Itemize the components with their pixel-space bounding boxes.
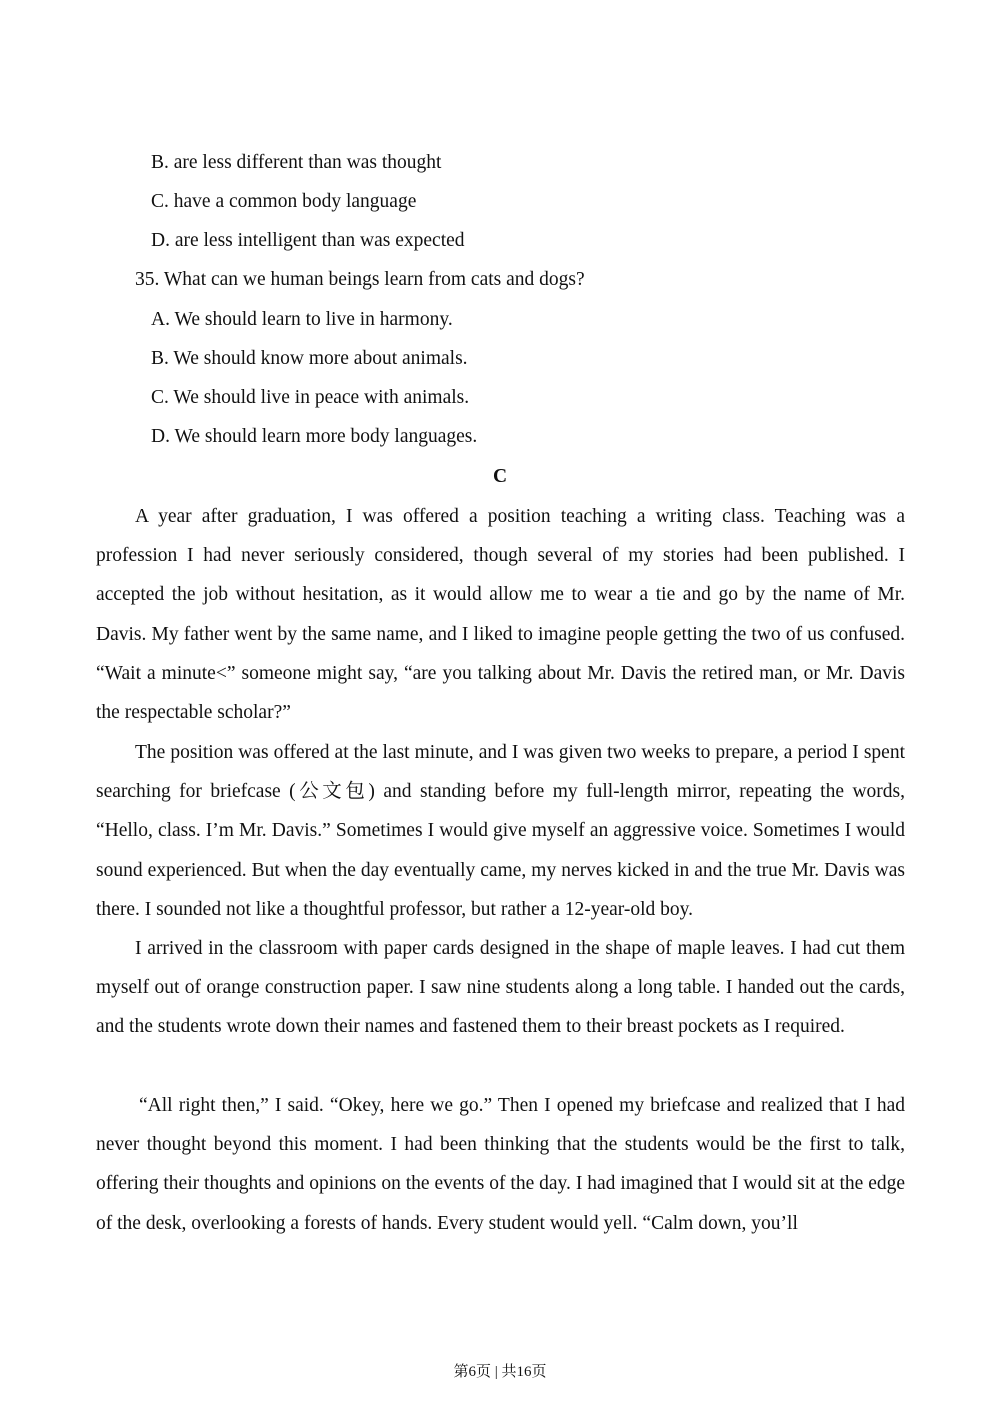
option-d-prev: D. are less intelligent than was expected [151, 230, 465, 251]
option-b-prev: B. are less different than was thought [151, 152, 442, 173]
question-35-option-d: D. We should learn more body languages. [151, 426, 478, 447]
passage-paragraph-2: The position was offered at the last minute, and I was given two weeks to prepare, a period I spent searching for briefcase (公文包) and standing before my full-length mirror, repeating the words, “Hello, class. I’m Mr. Davis.” Sometimes I would give myself an aggressive voice. Sometimes I would sound experienced. But when the day eventually came, my nerves kicked in and the true Mr. Davis was there. I sounded not like a thoughtful professor, but rather a 12-year-old boy. [96, 742, 905, 920]
section-heading-c: C [492, 466, 508, 487]
question-35-option-a: A. We should learn to live in harmony. [151, 309, 453, 330]
question-35-option-c: C. We should live in peace with animals. [151, 387, 470, 408]
option-c-prev: C. have a common body language [151, 191, 417, 212]
question-35-stem: 35. What can we human beings learn from cats and dogs? [135, 269, 585, 290]
page-number-footer: 第6页 | 共16页 [453, 1364, 547, 1380]
passage-paragraph-3: I arrived in the classroom with paper cards designed in the shape of maple leaves. I had cut them myself out of orange construction paper. I saw nine students along a long table. I handed out the cards, and the students wrote down their names and fastened them to their breast pockets as I required. [96, 938, 905, 1038]
passage-paragraph-4: “All right then,” I said. “Okey, here we go.” Then I opened my briefcase and realized that I had never thought beyond this moment. I had been thinking that the students would be the first to talk, offering their thoughts and opinions on the events of the day. I had imagined that I would sit at the edge of the desk, overlooking a forests of hands. Every student would yell. “Calm down, you’ll [96, 1095, 905, 1234]
passage-paragraph-1: A year after graduation, I was offered a position teaching a writing class. Teaching was a profession I had never seriously considered, though several of my stories had been published. I accepted the job without hesitation, as it would allow me to wear a tie and go by the name of Mr. Davis. My father went by the same name, and I liked to imagine people getting the two of us confused. “Wait a minute<” someone might say, “are you talking about Mr. Davis the retired man, or Mr. Davis the respectable scholar?” [96, 506, 905, 724]
question-35-option-b: B. We should know more about animals. [151, 348, 468, 369]
